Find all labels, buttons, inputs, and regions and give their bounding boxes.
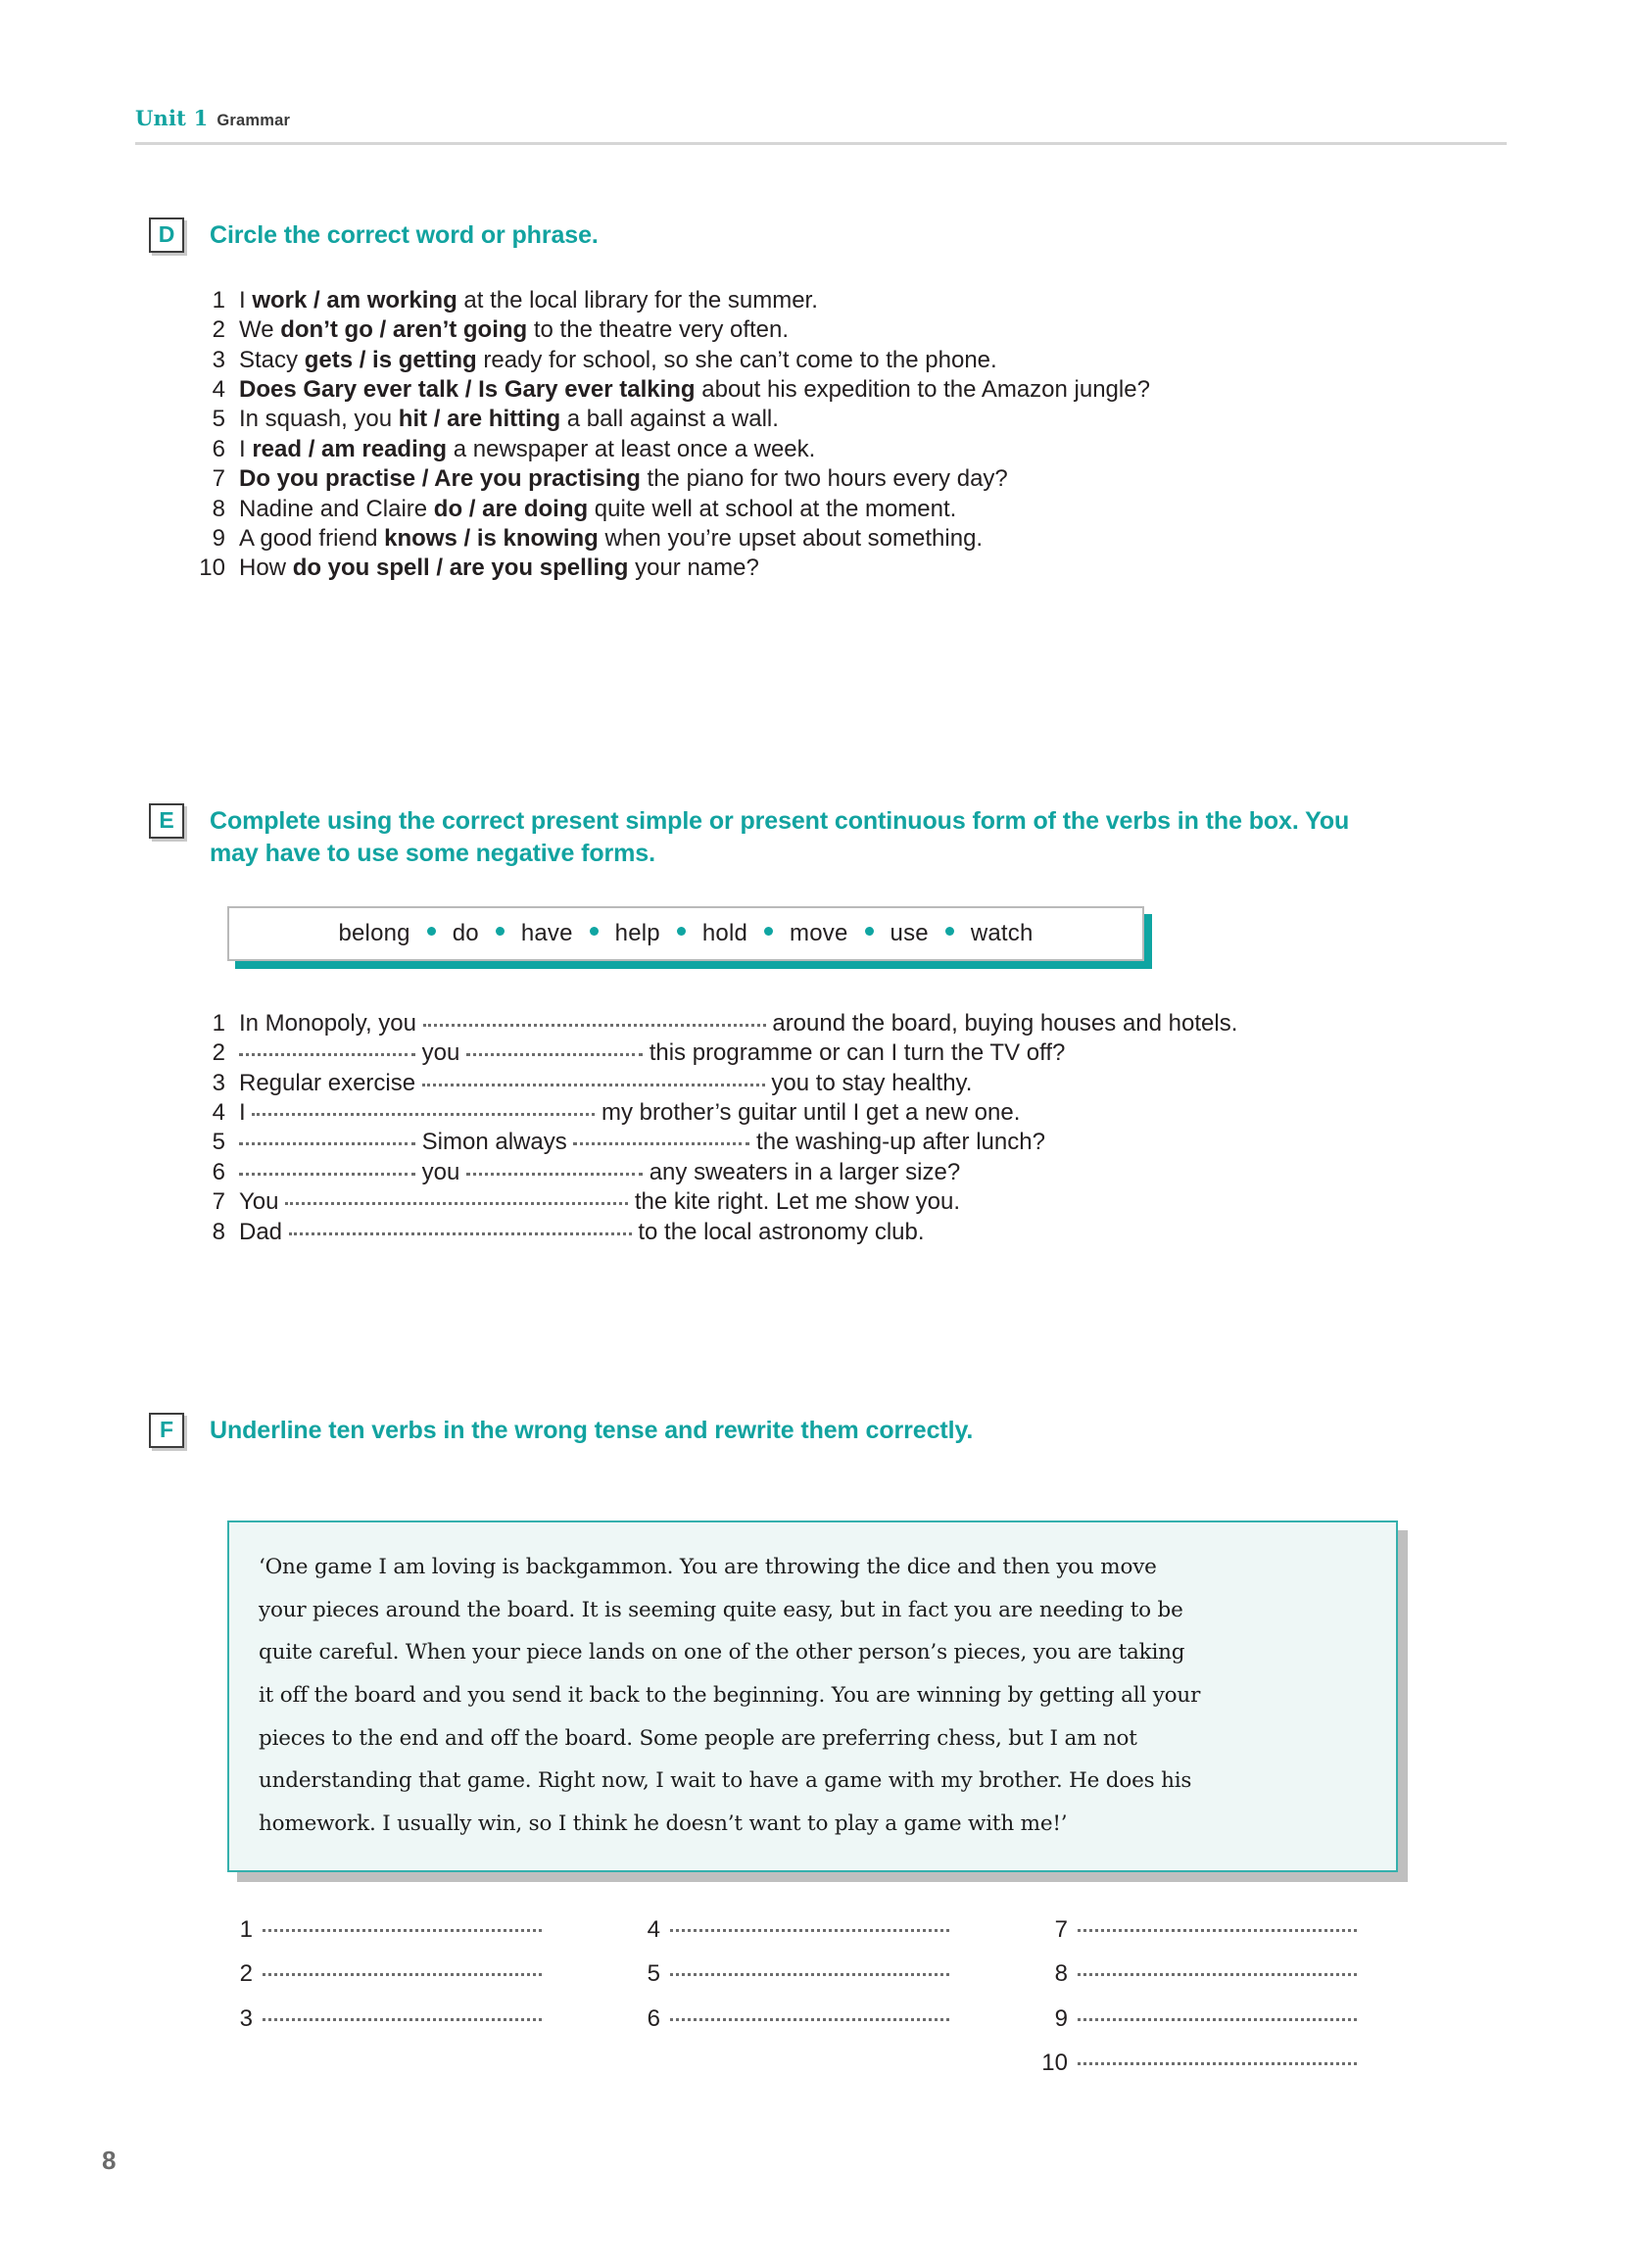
list-item <box>194 464 1471 494</box>
bullet-separator-icon <box>496 927 505 936</box>
word-bank <box>227 906 1144 961</box>
word-bank-item: have <box>520 920 573 946</box>
page-number: 8 <box>102 2146 117 2175</box>
passage-line: quite careful. When your piece lands on one of the other person’s pieces, you are taking <box>259 1640 1185 1665</box>
item-number: 2 <box>212 316 225 344</box>
item-number: 2 <box>212 1039 225 1067</box>
answer-blank[interactable] <box>466 1053 643 1056</box>
exercise-f <box>149 1413 1471 1448</box>
item-text: you this programme or can I turn the TV off? <box>239 1038 1065 1068</box>
item-number: 6 <box>647 2004 660 2032</box>
unit-label: Unit 1 <box>135 106 209 130</box>
item-text: You the kite right. Let me show you. <box>239 1188 961 1216</box>
answer-blank[interactable] <box>1078 1929 1357 1932</box>
passage-line: it off the board and you send it back to the beginning. You are winning by getting all your <box>259 1682 1201 1708</box>
exercise-f-heading <box>149 1413 1471 1448</box>
item-text: Do you practise / Are you practising the piano for two hours every day? <box>239 465 1008 493</box>
choice-options[interactable]: do you spell / are you spelling <box>292 555 629 582</box>
exercise-d-items <box>194 286 1471 584</box>
list-item <box>194 1218 1468 1247</box>
item-number: 4 <box>212 376 225 404</box>
item-number: 7 <box>212 1188 225 1216</box>
item-number: 8 <box>212 495 225 522</box>
answer-row <box>625 2004 1033 2034</box>
bullet-separator-icon <box>427 927 436 936</box>
exercise-letter-e: E <box>149 803 184 839</box>
choice-options[interactable]: do / are doing <box>433 495 589 522</box>
answer-blank[interactable] <box>289 1232 632 1235</box>
item-number: 7 <box>212 465 225 493</box>
answer-blank[interactable] <box>263 1973 542 1976</box>
list-item <box>194 286 1471 315</box>
answer-lines-grid <box>217 1915 1442 2094</box>
item-number: 5 <box>212 1129 225 1156</box>
item-number: 7 <box>1054 1916 1068 1943</box>
exercise-e <box>149 803 1471 870</box>
exercise-d <box>149 217 1471 584</box>
answer-blank[interactable] <box>239 1053 415 1056</box>
item-text: you any sweaters in a larger size? <box>239 1158 960 1187</box>
list-item <box>194 1187 1468 1217</box>
item-number: 10 <box>1041 2050 1068 2077</box>
item-number: 3 <box>212 346 225 373</box>
answer-columns <box>217 1915 1442 2094</box>
exercise-d-heading <box>149 217 1471 253</box>
answer-blank[interactable] <box>1078 2018 1357 2021</box>
item-number: 9 <box>212 524 225 552</box>
answer-blank[interactable] <box>252 1113 595 1116</box>
exercise-e-heading <box>149 803 1471 870</box>
answer-blank[interactable] <box>422 1084 765 1086</box>
running-head-text <box>135 106 1507 130</box>
choice-options[interactable]: knows / is knowing <box>384 524 599 552</box>
item-number: 1 <box>239 1916 253 1943</box>
list-item <box>194 435 1471 464</box>
choice-options[interactable]: Does Gary ever talk / Is Gary ever talking <box>239 376 696 404</box>
item-number: 5 <box>212 406 225 433</box>
answer-row <box>1033 2049 1440 2078</box>
item-text: I read / am reading a newspaper at least once a week. <box>239 435 816 462</box>
answer-row <box>217 1959 625 1989</box>
answer-blank[interactable] <box>670 1929 949 1932</box>
list-item <box>194 405 1471 434</box>
answer-column <box>217 1915 625 2094</box>
exercise-f-instruction: Underline ten verbs in the wrong tense and rewrite them correctly. <box>210 1417 974 1444</box>
answer-row <box>1033 2004 1440 2034</box>
list-item <box>194 1158 1468 1187</box>
word-bank-item: watch <box>970 920 1034 946</box>
item-text: I my brother’s guitar until I get a new one. <box>239 1099 1021 1127</box>
word-bank-item: hold <box>701 920 748 946</box>
answer-blank[interactable] <box>1078 2062 1357 2065</box>
item-number: 3 <box>239 2004 253 2032</box>
answer-blank[interactable] <box>263 1929 542 1932</box>
answer-blank[interactable] <box>466 1173 643 1176</box>
bullet-separator-icon <box>590 927 599 936</box>
exercise-e-instruction: Complete using the correct present simple or present continuous form of the verbs in the box. You may have to use some negative forms. <box>210 807 1350 867</box>
list-item <box>194 1128 1468 1157</box>
running-head <box>135 106 1507 145</box>
item-text: Does Gary ever talk / Is Gary ever talking about his expedition to the Amazon jungle? <box>239 376 1150 404</box>
exercise-letter-f: F <box>149 1413 184 1448</box>
passage-line: your pieces around the board. It is seeming quite easy, but in fact you are needing to be <box>259 1597 1183 1622</box>
answer-row <box>625 1915 1033 1945</box>
header-divider <box>135 142 1507 145</box>
word-bank-item: help <box>614 920 660 946</box>
item-number: 8 <box>212 1218 225 1245</box>
item-number: 2 <box>239 1960 253 1988</box>
item-number: 8 <box>1054 1960 1068 1988</box>
list-item <box>194 346 1471 375</box>
item-number: 1 <box>212 287 225 314</box>
list-item <box>194 1069 1468 1098</box>
answer-blank[interactable] <box>239 1142 415 1145</box>
list-item <box>194 375 1471 405</box>
word-bank-item: belong <box>338 920 410 946</box>
item-text: I work / am working at the local library for the summer. <box>239 287 818 314</box>
answer-row <box>1033 1959 1440 1989</box>
choice-options[interactable]: hit / are hitting <box>398 406 561 433</box>
item-number: 10 <box>199 555 225 582</box>
item-text: Simon always the washing-up after lunch? <box>239 1128 1045 1157</box>
answer-row <box>1033 1915 1440 1945</box>
item-number: 1 <box>212 1010 225 1037</box>
answer-blank[interactable] <box>423 1024 766 1027</box>
exercise-e-items <box>194 1009 1468 1247</box>
bullet-separator-icon <box>677 927 686 936</box>
item-number: 4 <box>212 1099 225 1127</box>
answer-row <box>217 2004 625 2034</box>
item-text: Stacy gets / is getting ready for school, so she can’t come to the phone. <box>239 346 997 373</box>
answer-row <box>625 1959 1033 1989</box>
passage-box <box>227 1520 1398 1872</box>
answer-blank[interactable] <box>239 1173 415 1176</box>
passage-line: understanding that game. Right now, I wait to have a game with my brother. He does his <box>259 1768 1192 1794</box>
item-number: 5 <box>647 1960 660 1988</box>
choice-options[interactable]: Do you practise / Are you practising <box>239 465 641 493</box>
list-item <box>194 1098 1468 1128</box>
word-bank-words <box>336 920 1035 947</box>
answer-blank[interactable] <box>573 1142 749 1145</box>
item-text: In squash, you hit / are hitting a ball against a wall. <box>239 406 779 433</box>
list-item <box>194 1038 1468 1068</box>
answer-row <box>217 1915 625 1945</box>
word-bank-item: move <box>790 920 848 946</box>
list-item <box>194 1009 1468 1038</box>
item-text: Dad to the local astronomy club. <box>239 1218 925 1245</box>
list-item <box>194 495 1471 524</box>
answer-blank[interactable] <box>670 2018 949 2021</box>
item-number: 4 <box>647 1916 660 1943</box>
list-item <box>194 554 1471 583</box>
word-bank-item: use <box>890 920 929 946</box>
answer-blank[interactable] <box>263 2018 542 2021</box>
item-text: How do you spell / are you spelling your name? <box>239 555 759 582</box>
section-label: Grammar <box>217 112 291 129</box>
choice-options[interactable]: work / am working <box>252 287 457 314</box>
choice-options[interactable]: read / am reading <box>252 435 448 462</box>
item-number: 6 <box>212 435 225 462</box>
exercise-letter-d: D <box>149 217 184 253</box>
answer-blank[interactable] <box>670 1973 949 1976</box>
word-bank-item: do <box>452 920 479 946</box>
item-text: Regular exercise you to stay healthy. <box>239 1069 973 1096</box>
bullet-separator-icon <box>865 927 874 936</box>
answer-column <box>1033 1915 1440 2094</box>
item-text: A good friend knows / is knowing when you’re upset about something. <box>239 524 984 552</box>
answer-blank[interactable] <box>285 1202 628 1205</box>
answer-blank[interactable] <box>1078 1973 1357 1976</box>
answer-column <box>625 1915 1033 2094</box>
item-text: We don’t go / aren’t going to the theatre very often. <box>239 316 790 344</box>
exercise-d-instruction: Circle the correct word or phrase. <box>210 221 599 249</box>
passage-line: ‘One game I am loving is backgammon. You are throwing the dice and then you move <box>259 1555 1157 1579</box>
choice-options[interactable]: gets / is getting <box>304 346 477 373</box>
bullet-separator-icon <box>945 927 954 936</box>
item-text: In Monopoly, you around the board, buying houses and hotels. <box>239 1010 1238 1037</box>
item-text: Nadine and Claire do / are doing quite well at school at the moment. <box>239 495 957 522</box>
item-number: 6 <box>212 1158 225 1185</box>
bullet-separator-icon <box>764 927 773 936</box>
list-item <box>194 524 1471 554</box>
word-bank-box <box>227 906 1144 961</box>
item-number: 3 <box>212 1069 225 1096</box>
passage-line: pieces to the end and off the board. Some people are preferring chess, but I am not <box>259 1725 1137 1751</box>
list-item <box>194 315 1471 345</box>
passage-box-wrapper <box>227 1520 1398 1872</box>
passage-line: homework. I usually win, so I think he doesn’t want to play a game with me!’ <box>259 1810 1068 1836</box>
choice-options[interactable]: don’t go / aren’t going <box>280 316 528 344</box>
item-number: 9 <box>1054 2004 1068 2032</box>
